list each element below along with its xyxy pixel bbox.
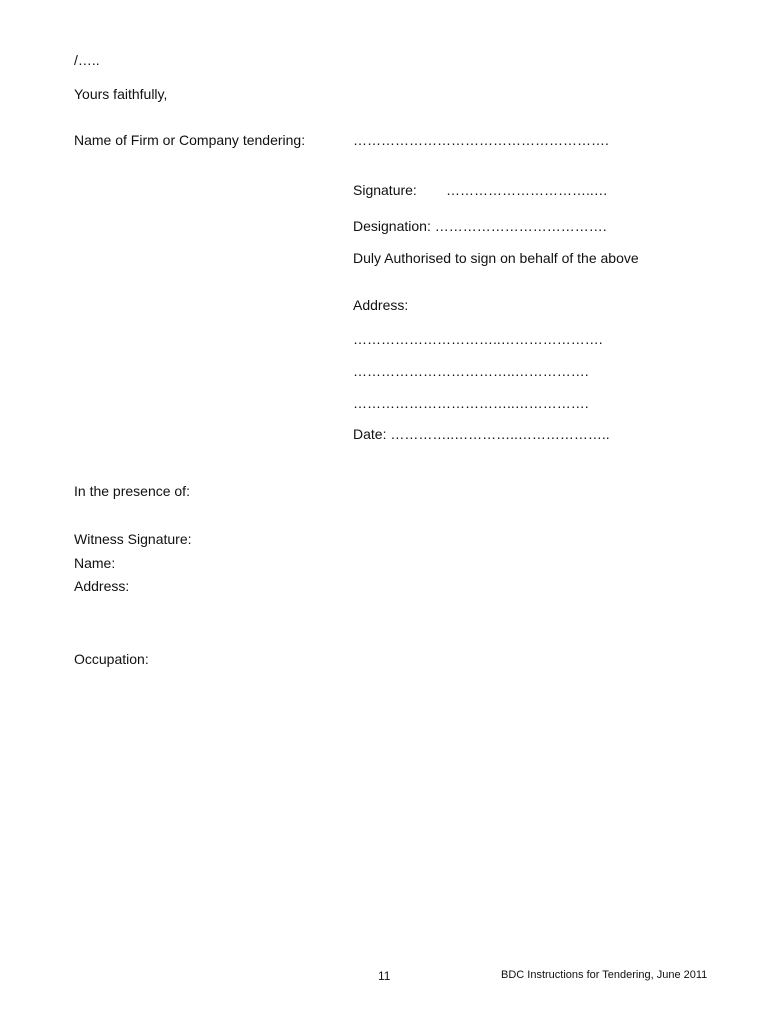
presence-label: In the presence of: bbox=[74, 483, 190, 499]
address-label: Address: bbox=[353, 297, 409, 313]
witness-name-label: Name: bbox=[74, 555, 116, 571]
authorised-statement: Duly Authorised to sign on behalf of the above bbox=[353, 250, 639, 266]
page-number: 11 bbox=[378, 969, 391, 983]
firm-name-dots: ………………………………………………. bbox=[353, 132, 609, 148]
continuation-mark: /….. bbox=[74, 52, 100, 68]
witness-signature-label: Witness Signature: bbox=[74, 531, 192, 547]
date-line: Date: …………..…………..……………….. bbox=[353, 426, 610, 442]
footer-doc-title: BDC Instructions for Tendering, June 2011 bbox=[501, 969, 708, 981]
occupation-label: Occupation: bbox=[74, 651, 149, 667]
firm-name-label: Name of Firm or Company tendering: bbox=[74, 132, 306, 148]
designation-line: Designation: ………………………………. bbox=[353, 218, 607, 234]
address-line-3: ……………………………..……………. bbox=[353, 395, 589, 411]
signature-label: Signature: bbox=[353, 182, 417, 198]
closing-salutation: Yours faithfully, bbox=[74, 86, 168, 102]
address-line-2: ……………………………..……………. bbox=[353, 363, 589, 379]
signature-dots: …………………………..… bbox=[446, 182, 608, 198]
witness-address-label: Address: bbox=[74, 578, 130, 594]
address-line-1: …………………………..…………………. bbox=[353, 331, 603, 347]
